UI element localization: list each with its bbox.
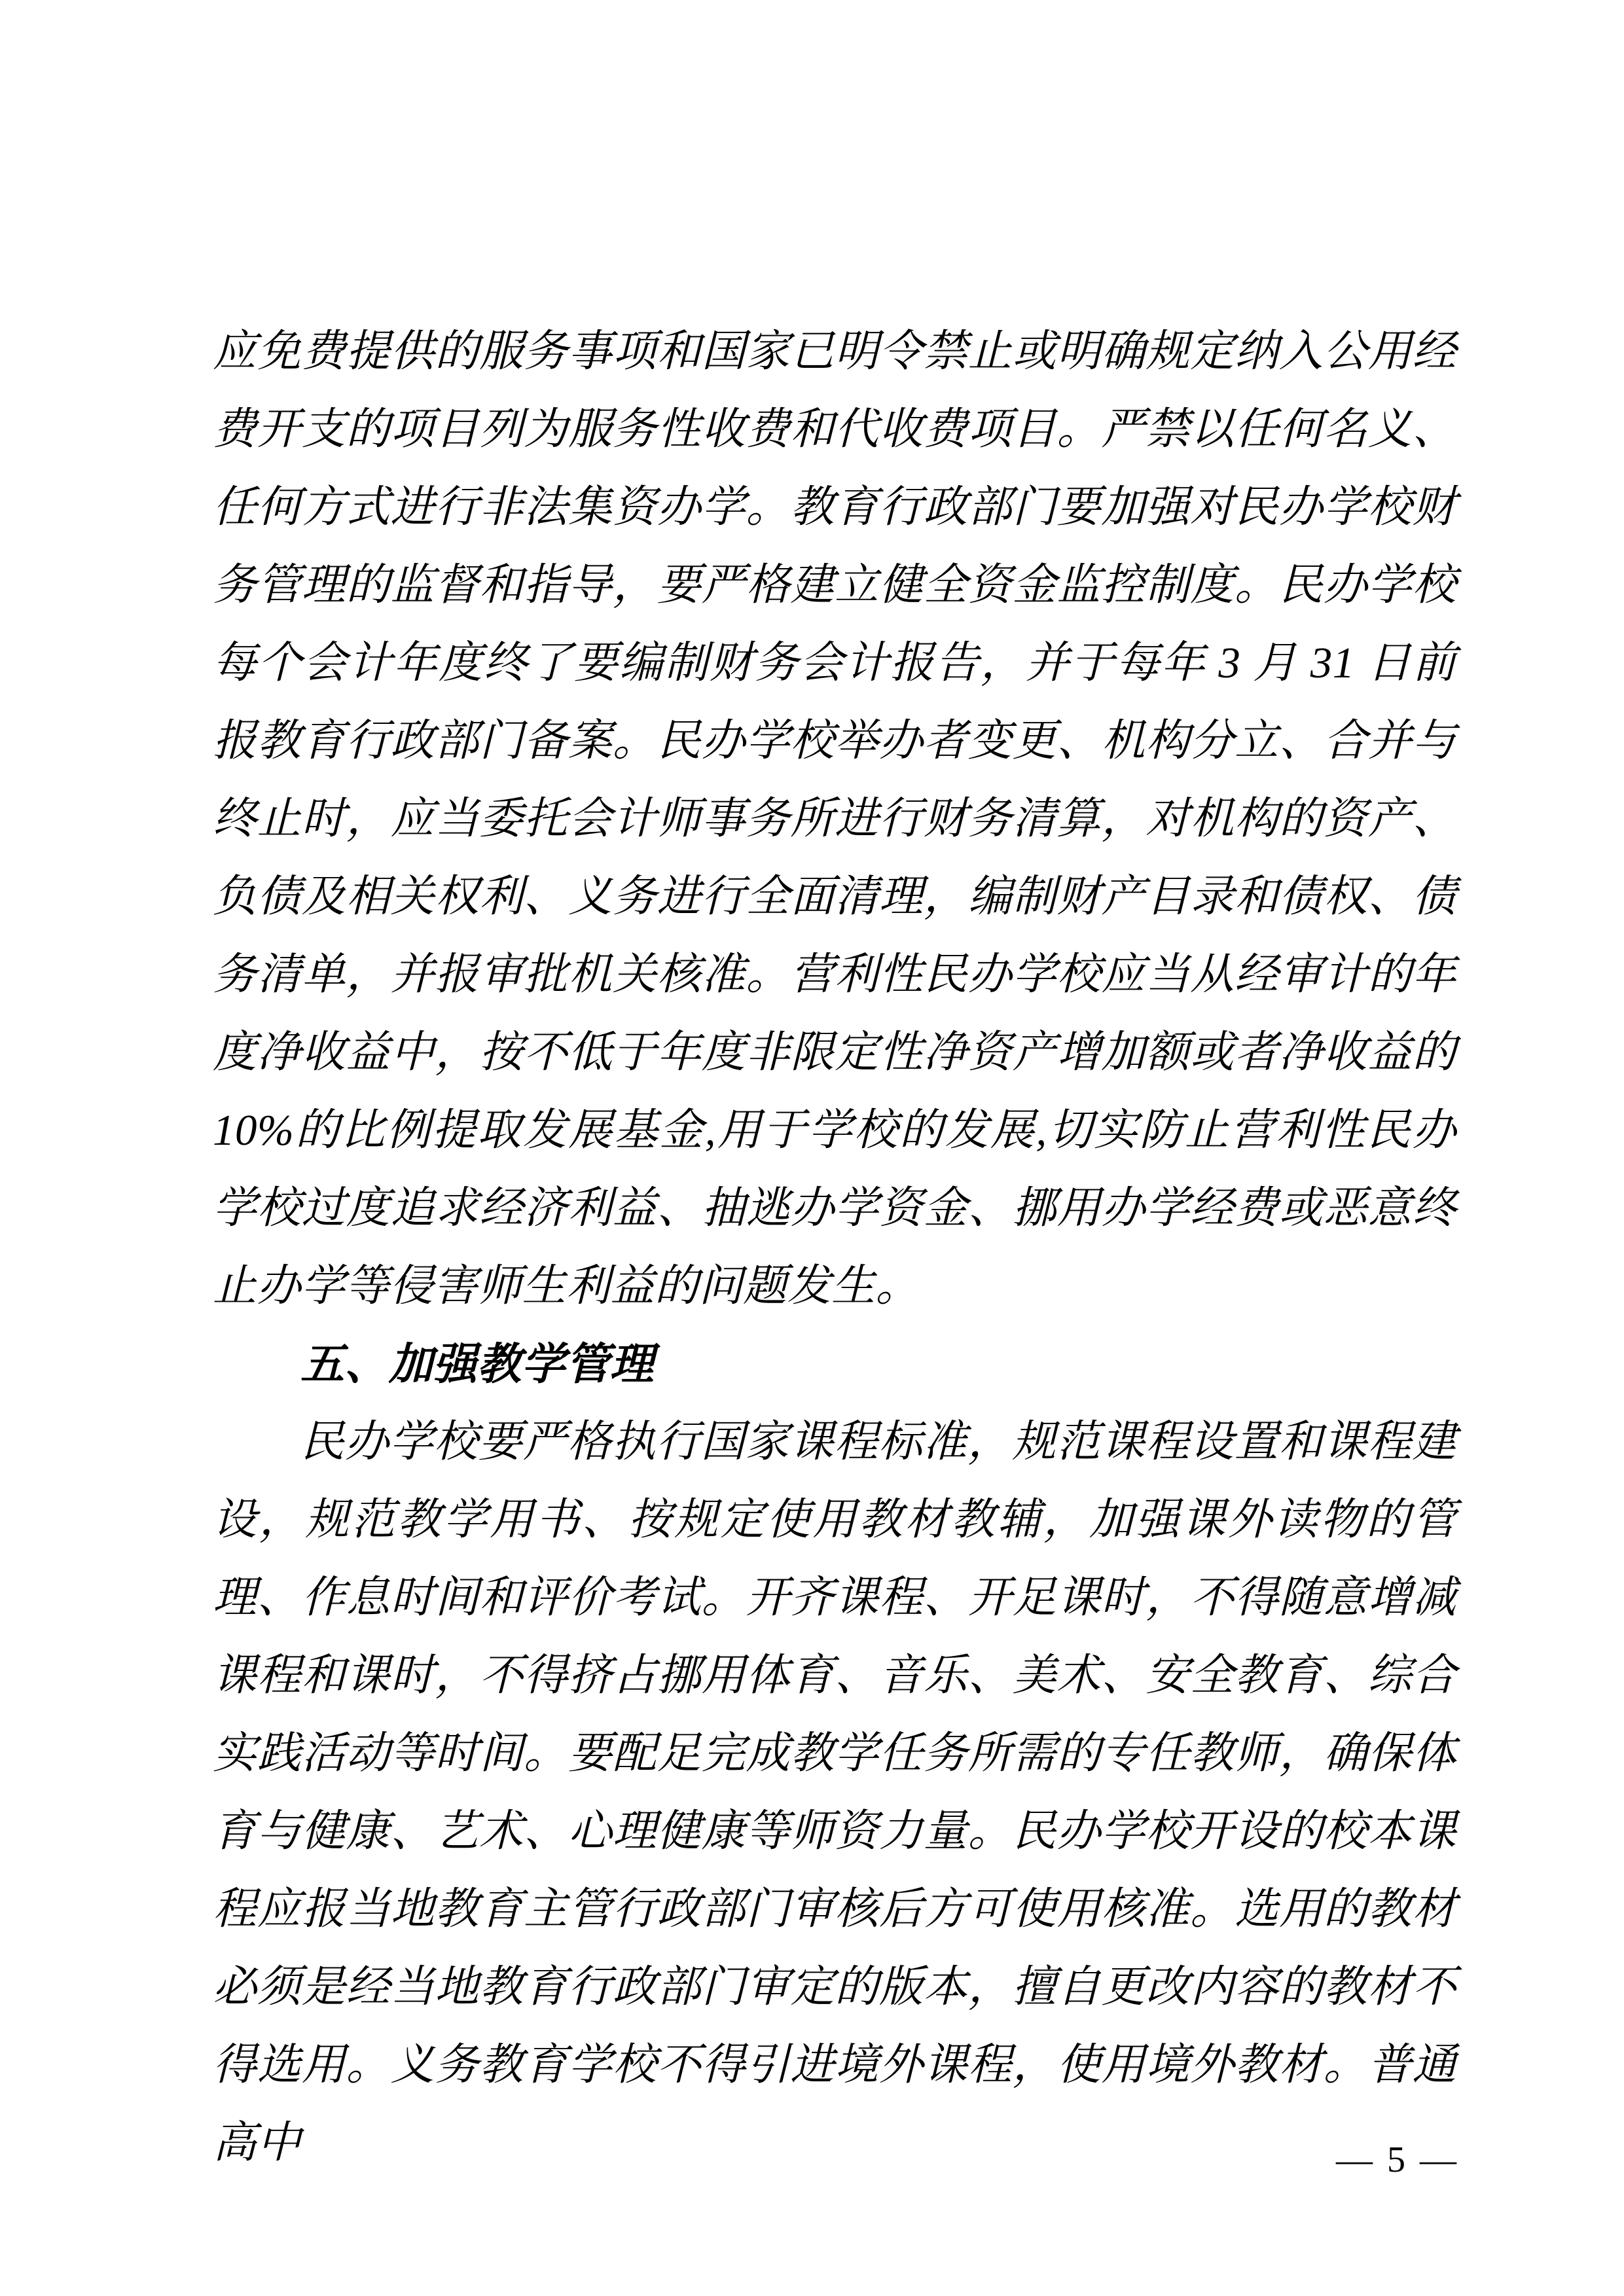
document-body — [213, 313, 1456, 2182]
section-heading-strengthen-teaching-management: 五、加强教学管理 — [300, 1340, 654, 1389]
page-number: — 5 — — [1336, 2140, 1459, 2180]
paragraph-financial-management: 应免费提供的服务事项和国家已明令禁止或明确规定纳入公用经费开支的项目列为服务性收费和代收费项目。严禁以任何名义、任何方式进行非法集资办学。教育行政部门要加强对民办学校财务管理的监督和指导，要严格建立健全资金监控制度。民办学校每个会计年度终了要编制财务会计报告，并于每年 3 月 31 日前报教育行政部门备案。民办学校举办者变更、机构分立、合并与终止时，应当委托会计师事务所进行财务清算，对机构的资产、负债及相关权利、义务进行全面清理，编制财产目录和债权、债务清单，并报审批机关核准。营利性民办学校应当从经审计的年度净收益中，按不低于年度非限定性净资产增加额或者净收益的10%的比例提取发展基金,用于学校的发展,切实防止营利性民办学校过度追求经济利益、抽逃办学资金、挪用办学经费或恶意终止办学等侵害师生利益的问题发生。 — [213, 327, 1456, 1310]
paragraph-teaching-management: 民办学校要严格执行国家课程标准，规范课程设置和课程建设，规范教学用书、按规定使用教材教辅，加强课外读物的管理、作息时间和评价考试。开齐课程、开足课时，不得随意增减课程和课时，不得挤占挪用体育、音乐、美术、安全教育、综合实践活动等时间。要配足完成教学任务所需的专任教师，确保体育与健康、艺术、心理健康等师资力量。民办学校开设的校本课程应报当地教育主管行政部门审核后方可使用核准。选用的教材必须是经当地教育行政部门审定的版本，擅自更改内容的教材不得选用。义务教育学校不得引进境外课程，使用境外教材。普通高中 — [213, 1418, 1456, 2167]
